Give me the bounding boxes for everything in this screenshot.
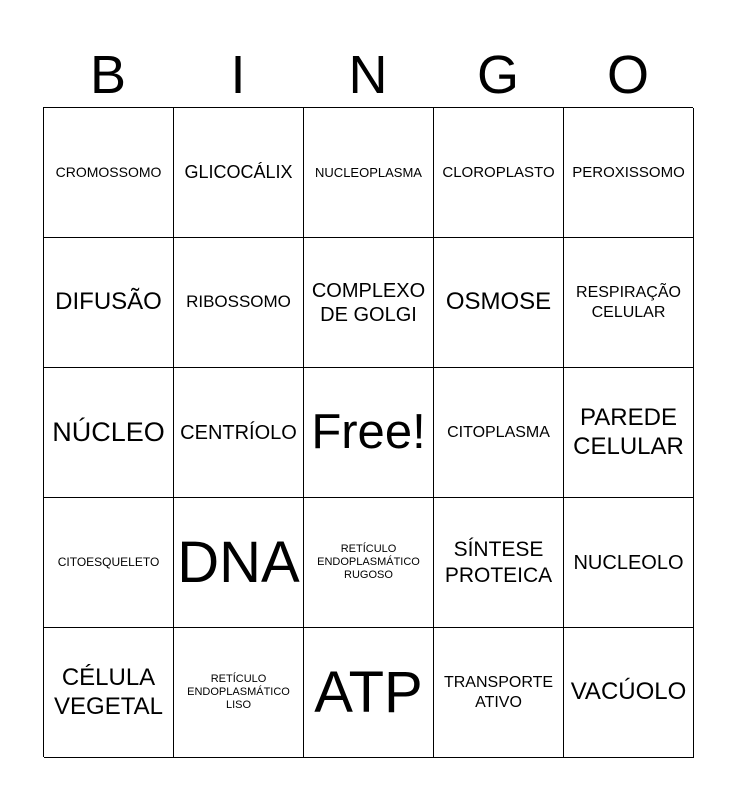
bingo-cell-r4c1[interactable]: CITOESQUELETO	[44, 498, 174, 628]
bingo-cell-r2c5[interactable]: RESPIRAÇÃO CELULAR	[564, 238, 694, 368]
bingo-cell-r3c5[interactable]: PAREDE CELULAR	[564, 368, 694, 498]
bingo-cell-r3c1[interactable]: NÚCLEO	[44, 368, 174, 498]
bingo-cell-r3c2[interactable]: CENTRÍOLO	[174, 368, 304, 498]
bingo-cell-r4c3[interactable]: RETÍCULO ENDOPLASMÁTICO RUGOSO	[304, 498, 434, 628]
bingo-cell-r5c3[interactable]: ATP	[304, 628, 434, 758]
bingo-header	[43, 42, 693, 108]
bingo-cell-r1c4[interactable]: CLOROPLASTO	[434, 108, 564, 238]
bingo-board	[43, 107, 693, 757]
header-letter-g: G	[476, 45, 519, 105]
bingo-cell-r5c5[interactable]: VACÚOLO	[564, 628, 694, 758]
bingo-cell-r2c3[interactable]: COMPLEXO DE GOLGI	[304, 238, 434, 368]
header-letter-n: N	[348, 45, 388, 105]
header-letter-o: O	[606, 45, 649, 105]
free-space-cell[interactable]: Free!	[304, 368, 434, 498]
bingo-cell-r4c2[interactable]: DNA	[174, 498, 304, 628]
bingo-cell-r4c5[interactable]: NUCLEOLO	[564, 498, 694, 628]
bingo-cell-r1c1[interactable]: CROMOSSOMO	[44, 108, 174, 238]
header-letter-i: I	[230, 45, 246, 105]
bingo-cell-r2c4[interactable]: OSMOSE	[434, 238, 564, 368]
bingo-cell-r4c4[interactable]: SÍNTESE PROTEICA	[434, 498, 564, 628]
header-letter-b: B	[89, 45, 127, 105]
bingo-cell-r2c2[interactable]: RIBOSSOMO	[174, 238, 304, 368]
bingo-cell-r1c2[interactable]: GLICOCÁLIX	[174, 108, 304, 238]
bingo-cell-r1c5[interactable]: PEROXISSOMO	[564, 108, 694, 238]
bingo-cell-r5c2[interactable]: RETÍCULO ENDOPLASMÁTICO LISO	[174, 628, 304, 758]
bingo-cell-r5c4[interactable]: TRANSPORTE ATIVO	[434, 628, 564, 758]
bingo-cell-r1c3[interactable]: NUCLEOPLASMA	[304, 108, 434, 238]
bingo-cell-r2c1[interactable]: DIFUSÃO	[44, 238, 174, 368]
bingo-cell-r3c4[interactable]: CITOPLASMA	[434, 368, 564, 498]
bingo-cell-r5c1[interactable]: CÉLULA VEGETAL	[44, 628, 174, 758]
